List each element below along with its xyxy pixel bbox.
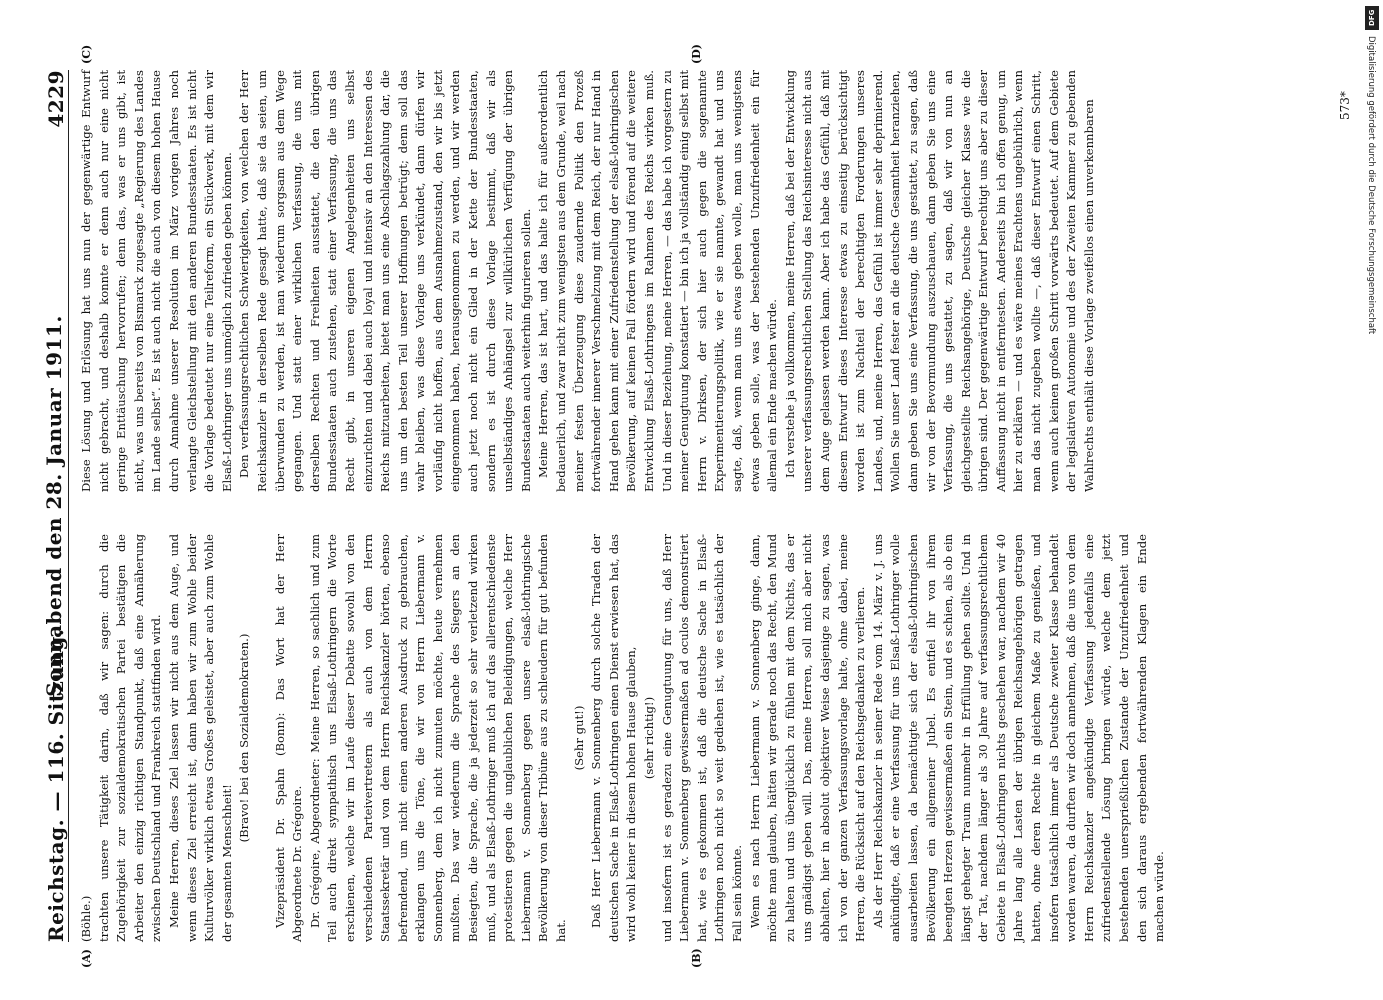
paragraph: Vizepräsident Dr. Spahn (Bonn): Das Wort hat der Herr Abgeordnete Dr. Grégoire. (272, 534, 305, 942)
right-text-column (78, 70, 1098, 492)
paragraph: Dr. Grégoire, Abgeordneter: Meine Herren, so sachlich und zum Teil auch direkt sympathisch uns Elsaß-Lothringern die Worte erschienen, welche wir im Laufe dieser Debatte sowohl von den verschiedenen Parteivertretern als auch von dem Herrn Staatssekretär und von dem Herrn Reichskanzler hörten, ebenso befremdend, um nicht einen anderen Ausdruck zu gebrauchen, erklangen uns die Töne, die wir von Herrn Liebermann v. Sonnenberg, dem ich nicht zumuten möchte, heute vernehmen mußten. Das war wiederum die Sprache des Siegers an den Besiegten, die Sprache, die ja jederzeit so sehr verletzend wirken muß, und als Elsaß-Lothringer muß ich auf das allerentschiedenste protestieren gegen die unglaublichen Beleidigungen, welche Herr Liebermann v. Sonnenberg gegen unsere elsaß-lothringische Bevölkerung von dieser Tribüne aus zu schleudern für gut befunden hat. (307, 534, 569, 942)
paragraph: Diese Lösung und Erlösung hat uns nun der gegenwärtige Entwurf nicht gebracht, und deshalb konnte er denn auch nur eine nicht geringe Enttäuschung hervorrufen; denn das, was er uns gibt, ist nicht, was uns bereits von Bismarck zugesagte „Regierung des Landes im Lande selbst“. Es ist auch nicht die auch von diesem hohen Hause durch Annahme unserer Resolution im März vorigen Jahres noch verlangte Gleichstellung mit den anderen Bundesstaaten. Es ist nicht die Vorlage bedeutet nur eine Teilreform, ein Stückwerk, mit dem wir Elsaß-Lothringer uns unmöglich zufrieden geben können. (79, 70, 234, 492)
paragraph: Wenn es nach Herrn Liebermann v. Sonnenberg ginge, dann, möchte man glauben, hätten wir gerade noch das Recht, den Mund zu halten und uns überglücklich zu fühlen mit dem Nichts, das er uns gnädigst geben will. Das, meine Herren, soll mich aber nicht abhalten, hier in absolut objektiver Weise dasjenige zu sagen, was ich von der ganzen Verfassungsvorlage halte, ohne dabei, meine Herren, die Rücksicht auf den Reichsgedanken zu verlieren. (747, 534, 868, 942)
header-left: Reichstag. — 116. Sitzung. (44, 628, 68, 942)
dfg-logo-text: DFG (1368, 9, 1376, 27)
paragraph: Meine Herren, das ist hart, und das halte ich für außerordentlich bedauerlich, und zwar nicht zum wenigsten aus dem Grunde, weil nach meiner festen Überzeugung diese zaudernde Politik den Prozeß fortwährender innerer Verschmelzung mit dem Reich, der nur Hand in Hand gehen kann mit einer Zufriedenstellung der elsaß-lothringischen Bevölkerung, auf keinen Fall fördern wird und förend auf die weitere Entwicklung Elsaß-Lothringens im Rahmen des Reichs wirken muß. Und in dieser Beziehung, meine Herren, — das habe ich vorgestern zu meiner Genugtuung konstatiert — bin ich ja vollständig einig selbst mit Herrn v. Dirksen, der sich hier auch gegen die sogenannte Experimentierungspolitik, wie er sie nannte, gewandt hat und uns sagte, daß, wenn man uns etwas geben wolle, man uns wenigstens etwas geben solle, was der bestehenden Unzufriedenheit ein für allemal ein Ende machen würde. (536, 70, 780, 492)
page-header (38, 70, 69, 942)
margin-marker-a: (A) (80, 949, 93, 968)
paragraph: (Bravo! bei den Sozialdemokraten.) (237, 633, 252, 843)
paragraph: Ich verstehe ja vollkommen, meine Herren, daß bei der Entwicklung unserer verfassungsrechtlichen Stellung das Reichsinteresse nicht aus dem Auge gelassen werden kann. Aber ich habe das Gefühl, daß mit diesem Entwurf dieses Interesse etwas zu einseitig berücksichtigt worden ist zum Nachteil der berechtigten Forderungen unseres Landes, und, meine Herren, das Gefühl ist immer sehr deprimierend. Wollen Sie unser Land fester an die deutsche Gesamtheit heranziehen, dann geben Sie uns eine Verfassung, die uns gestattet, zu sagen, daß wir von der Bevormundung auszuschauen, dann geben Sie uns eine Verfassung, die uns gestattet, zu sagen, daß wir von nun an gleichgestellte Reichsangehörige, Deutsche gleicher Klasse wie die übrigen sind. Der gegenwärtige Entwurf berechtigt uns aber zu dieser Auffassung nicht in entferntesten. Anderseits bin ich offen genug, um hier zu erklären — und es wäre meines Erachtens ungebührlich, wenn man das nicht zugeben wollte —, daß dieser Entwurf einen Schritt, wenn auch keinen großen Schritt vorwärts bedeutet. Auf dem Gebiete der legislativen Autonomie und des der Zweiten Kammer zu gebenden Wahlrechts enthält diese Vorlage zweifellos einen unverkennbaren (782, 70, 1096, 492)
sheet-signature: 573* (1338, 91, 1352, 120)
dfg-logo (1365, 6, 1379, 30)
paragraph: (Böhle.) (79, 895, 93, 942)
paragraph: Den verfassungsrechtlichen Schwierigkeiten, von welchen der Herr Reichskanzler in derselben Rede gesagt hatte, daß sie da seien, um überwunden zu werden, ist man wiederum sorgsam aus dem Wege gegangen. Und statt einer wirklichen Verfassung, die uns mit derselben Rechten und Freiheiten ausstattet, die den übrigen Bundesstaaten auch zustehen, statt einer Verfassung, die uns das Recht gibt, in unseren eigenen Angelegenheiten uns selbst einzurichten und dabei auch loyal und intensiv an den Interessen des Reichs mitzuarbeiten, bietet man uns eine Abschlagszahlung dar, die uns um den besten Teil unserer Hoffnungen betrügt; denn soll das wahr bleiben, was diese Vorlage uns verkündet, dann dürfen wir vorläufig nicht hoffen, aus dem Ausnahmezustand, den wir bis jetzt eingenommen haben, herausgenommen zu werden, und wir werden auch jetzt noch nicht ein Glied in der Kette der Bundesstaaten, sondern es ist durch diese Vorlage bestimmt, daß wir als unselbständiges Anhängsel zur willkürlichen Verfügung der übrigen Bundesstaaten auch weiterhin figurieren sollen. (237, 70, 533, 492)
margin-marker-d: (D) (690, 44, 703, 64)
margin-marker-c: (C) (80, 44, 93, 64)
digitization-credit: Digitalisierung gefördert durch die Deutsche Forschungsgemeinschaft (1366, 36, 1376, 335)
paragraph: (Sehr gut!) (571, 705, 586, 771)
paragraph: (sehr richtig!) (642, 696, 656, 780)
paragraph: Daß Herr Liebermann v. Sonnenberg durch solche Tiraden der deutschen Sache in Elsaß-Lothringen einen Dienst erwiesen hat, das wird wohl keiner in diesem hohen Hause glauben, (589, 534, 639, 942)
header-date: Sonnabend den 28. Januar 1911. (42, 315, 66, 697)
left-text-column (78, 534, 1169, 942)
page-number: 4229 (44, 70, 68, 128)
paragraph: Als der Herr Reichskanzler in seiner Rede vom 14. März v. J. uns ankündigte, daß er eine Verfassung für uns Elsaß-Lothringer wolle ausarbeiten lassen, da bemächtigte sich der elsaß-lothringischen Bevölkerung ein allgemeiner Jubel. Es entfiel ihr von ihrem beengten Herzen gewissermaßen ein Stein, und es schien, als ob ein längst gehegter Traum nunmehr in Erfüllung gehen sollte. Und in der Tat, nachdem länger als 30 Jahre auf verfassungsrechtlichem Gebiete in Elsaß-Lothringen nichts geschehen war, nachdem wir 40 Jahre lang alle Lasten der übrigen Reichsangehörigen getragen hatten, ohne deren Rechte in gleichem Maße zu genießen, und insofern tatsächlich immer als Deutsche zweiter Klasse behandelt worden waren, da durften wir doch annehmen, daß die uns von dem Herrn Reichskanzler angekündigte Verfassung jedenfalls eine zufriedenstellende Lösung bringen würde, welche dem jetzt bestehenden unersprießlichen Zustande der Unzufriedenheit und den sich daraus ergebenden fortwährenden Klagen ein Ende machen würde. (870, 534, 1167, 942)
paragraph: und insofern ist es geradezu eine Genugtuung für uns, daß Herr Liebermann v. Sonnenberg gewissermaßen ad oculos demonstriert hat, wie es gekommen ist, daß die deutsche Sache in Elsaß-Lothringen noch nicht so weit gediehen ist, wie es tatsächlich der Fall sein könnte. (659, 534, 744, 942)
paragraph: trachten unsere Tätigkeit darin, daß wir sagen: durch die Zugehörigkeit zur sozialdemokratischen Partei bestätigen die Arbeiter den einzig richtigen Standpunkt, daß eine Annäherung zwischen Deutschland und Frankreich stattfinden wird. (96, 534, 164, 942)
paragraph (254, 534, 272, 942)
paragraph: Meine Herren, dieses Ziel lassen wir nicht aus dem Auge, und wenn dieses Ziel erreicht ist, dann haben wir zum Wohle beider Kulturvölker wirklich etwas Großes geleistet, aber auch zum Wohle der gesamten Menschheit! (166, 534, 234, 942)
margin-marker-b: (B) (690, 948, 703, 968)
